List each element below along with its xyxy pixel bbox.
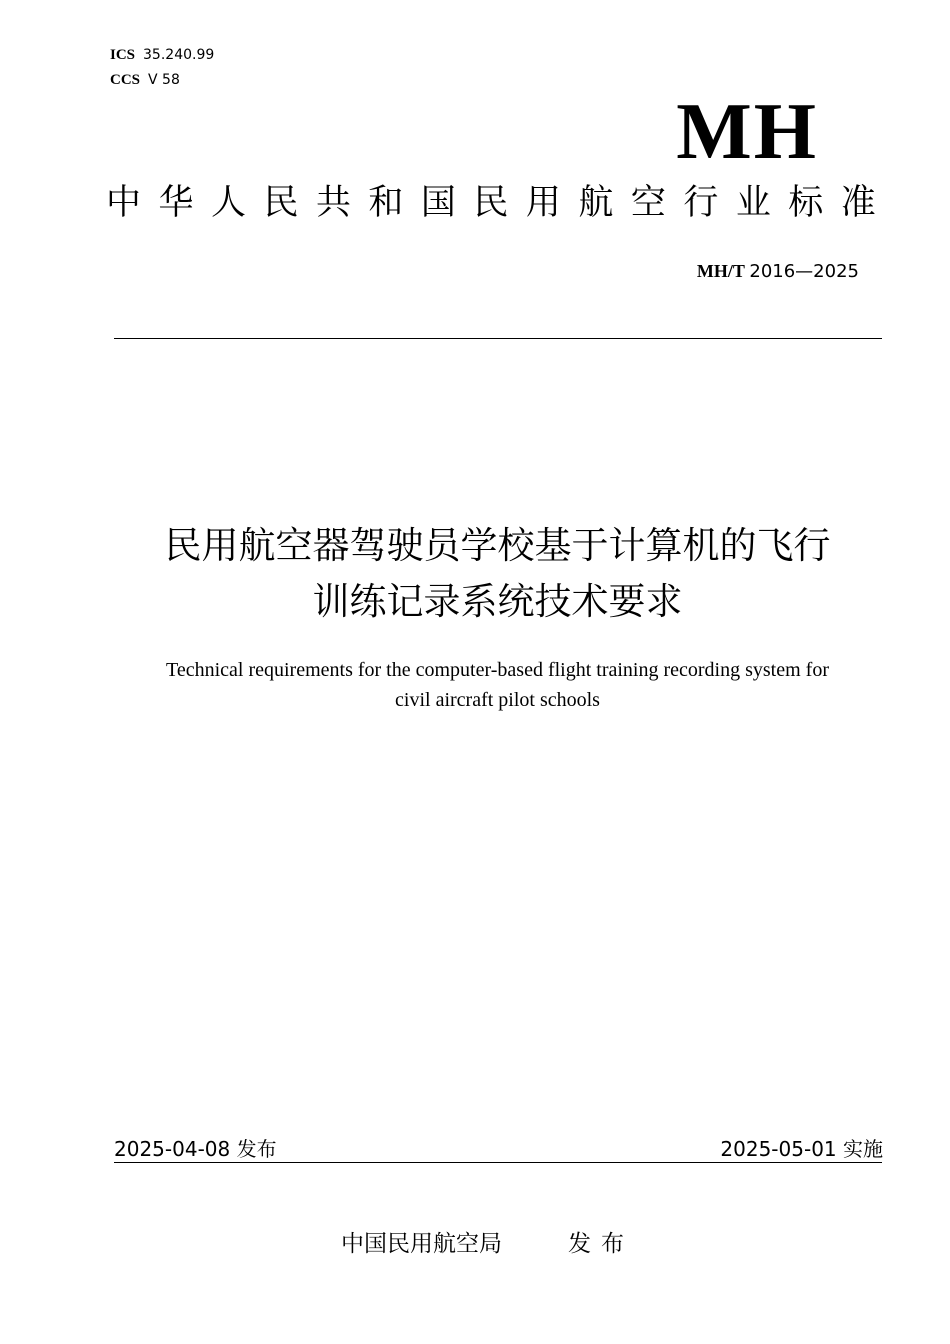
standard-type-char: 国: [420, 183, 456, 223]
ics-value: 35.240.99: [143, 47, 215, 63]
ccs-value: V 58: [148, 72, 180, 88]
standard-type-char: 共: [315, 183, 351, 223]
ccs-label: CCS: [110, 72, 141, 88]
standard-type-char: 华: [158, 183, 194, 223]
top-divider: [114, 338, 882, 339]
chinese-title-line-2: 训练记录系统技术要求: [312, 580, 683, 623]
english-title: [0, 655, 950, 715]
english-title-line-2: civil aircraft pilot schools: [395, 689, 600, 711]
bottom-divider: [114, 1162, 882, 1163]
standard-type-char: 业: [735, 183, 771, 223]
issue-action: 发布: [568, 1231, 634, 1257]
ccs-code: [110, 71, 180, 89]
standard-type-char: 人: [210, 183, 246, 223]
standard-type-char: 航: [578, 183, 614, 223]
standard-type-char: 用: [525, 183, 561, 223]
ics-code: [110, 46, 214, 64]
standard-type-char: 中: [106, 183, 142, 223]
standard-type-char: 标: [788, 183, 824, 223]
english-title-line-1: Technical requirements for the computer-based flight training recording system for: [166, 659, 829, 681]
standard-type-char: 行: [683, 183, 719, 223]
issuer-line: [0, 1225, 950, 1258]
standard-type-char: 空: [630, 183, 666, 223]
standard-type-char: 和: [368, 183, 404, 223]
publish-date: 2025-04-08 发布: [114, 1137, 277, 1161]
standard-number: [697, 261, 859, 282]
implement-date: 2025-05-01 实施: [720, 1137, 883, 1161]
mh-logo: MH: [676, 88, 818, 176]
issuer-name: 中国民用航空局: [341, 1231, 502, 1257]
standard-type-title: [106, 183, 876, 223]
ics-label: ICS: [110, 47, 136, 63]
standard-type-char: 准: [840, 183, 876, 223]
standard-code: MH/T: [696, 261, 745, 281]
chinese-title-line-1: 民用航空器驾驶员学校基于计算机的飞行: [164, 524, 831, 567]
standard-number-value: 2016—2025: [749, 261, 859, 282]
chinese-title: [0, 518, 950, 630]
standard-type-char: 民: [263, 183, 299, 223]
standard-type-char: 民: [473, 183, 509, 223]
